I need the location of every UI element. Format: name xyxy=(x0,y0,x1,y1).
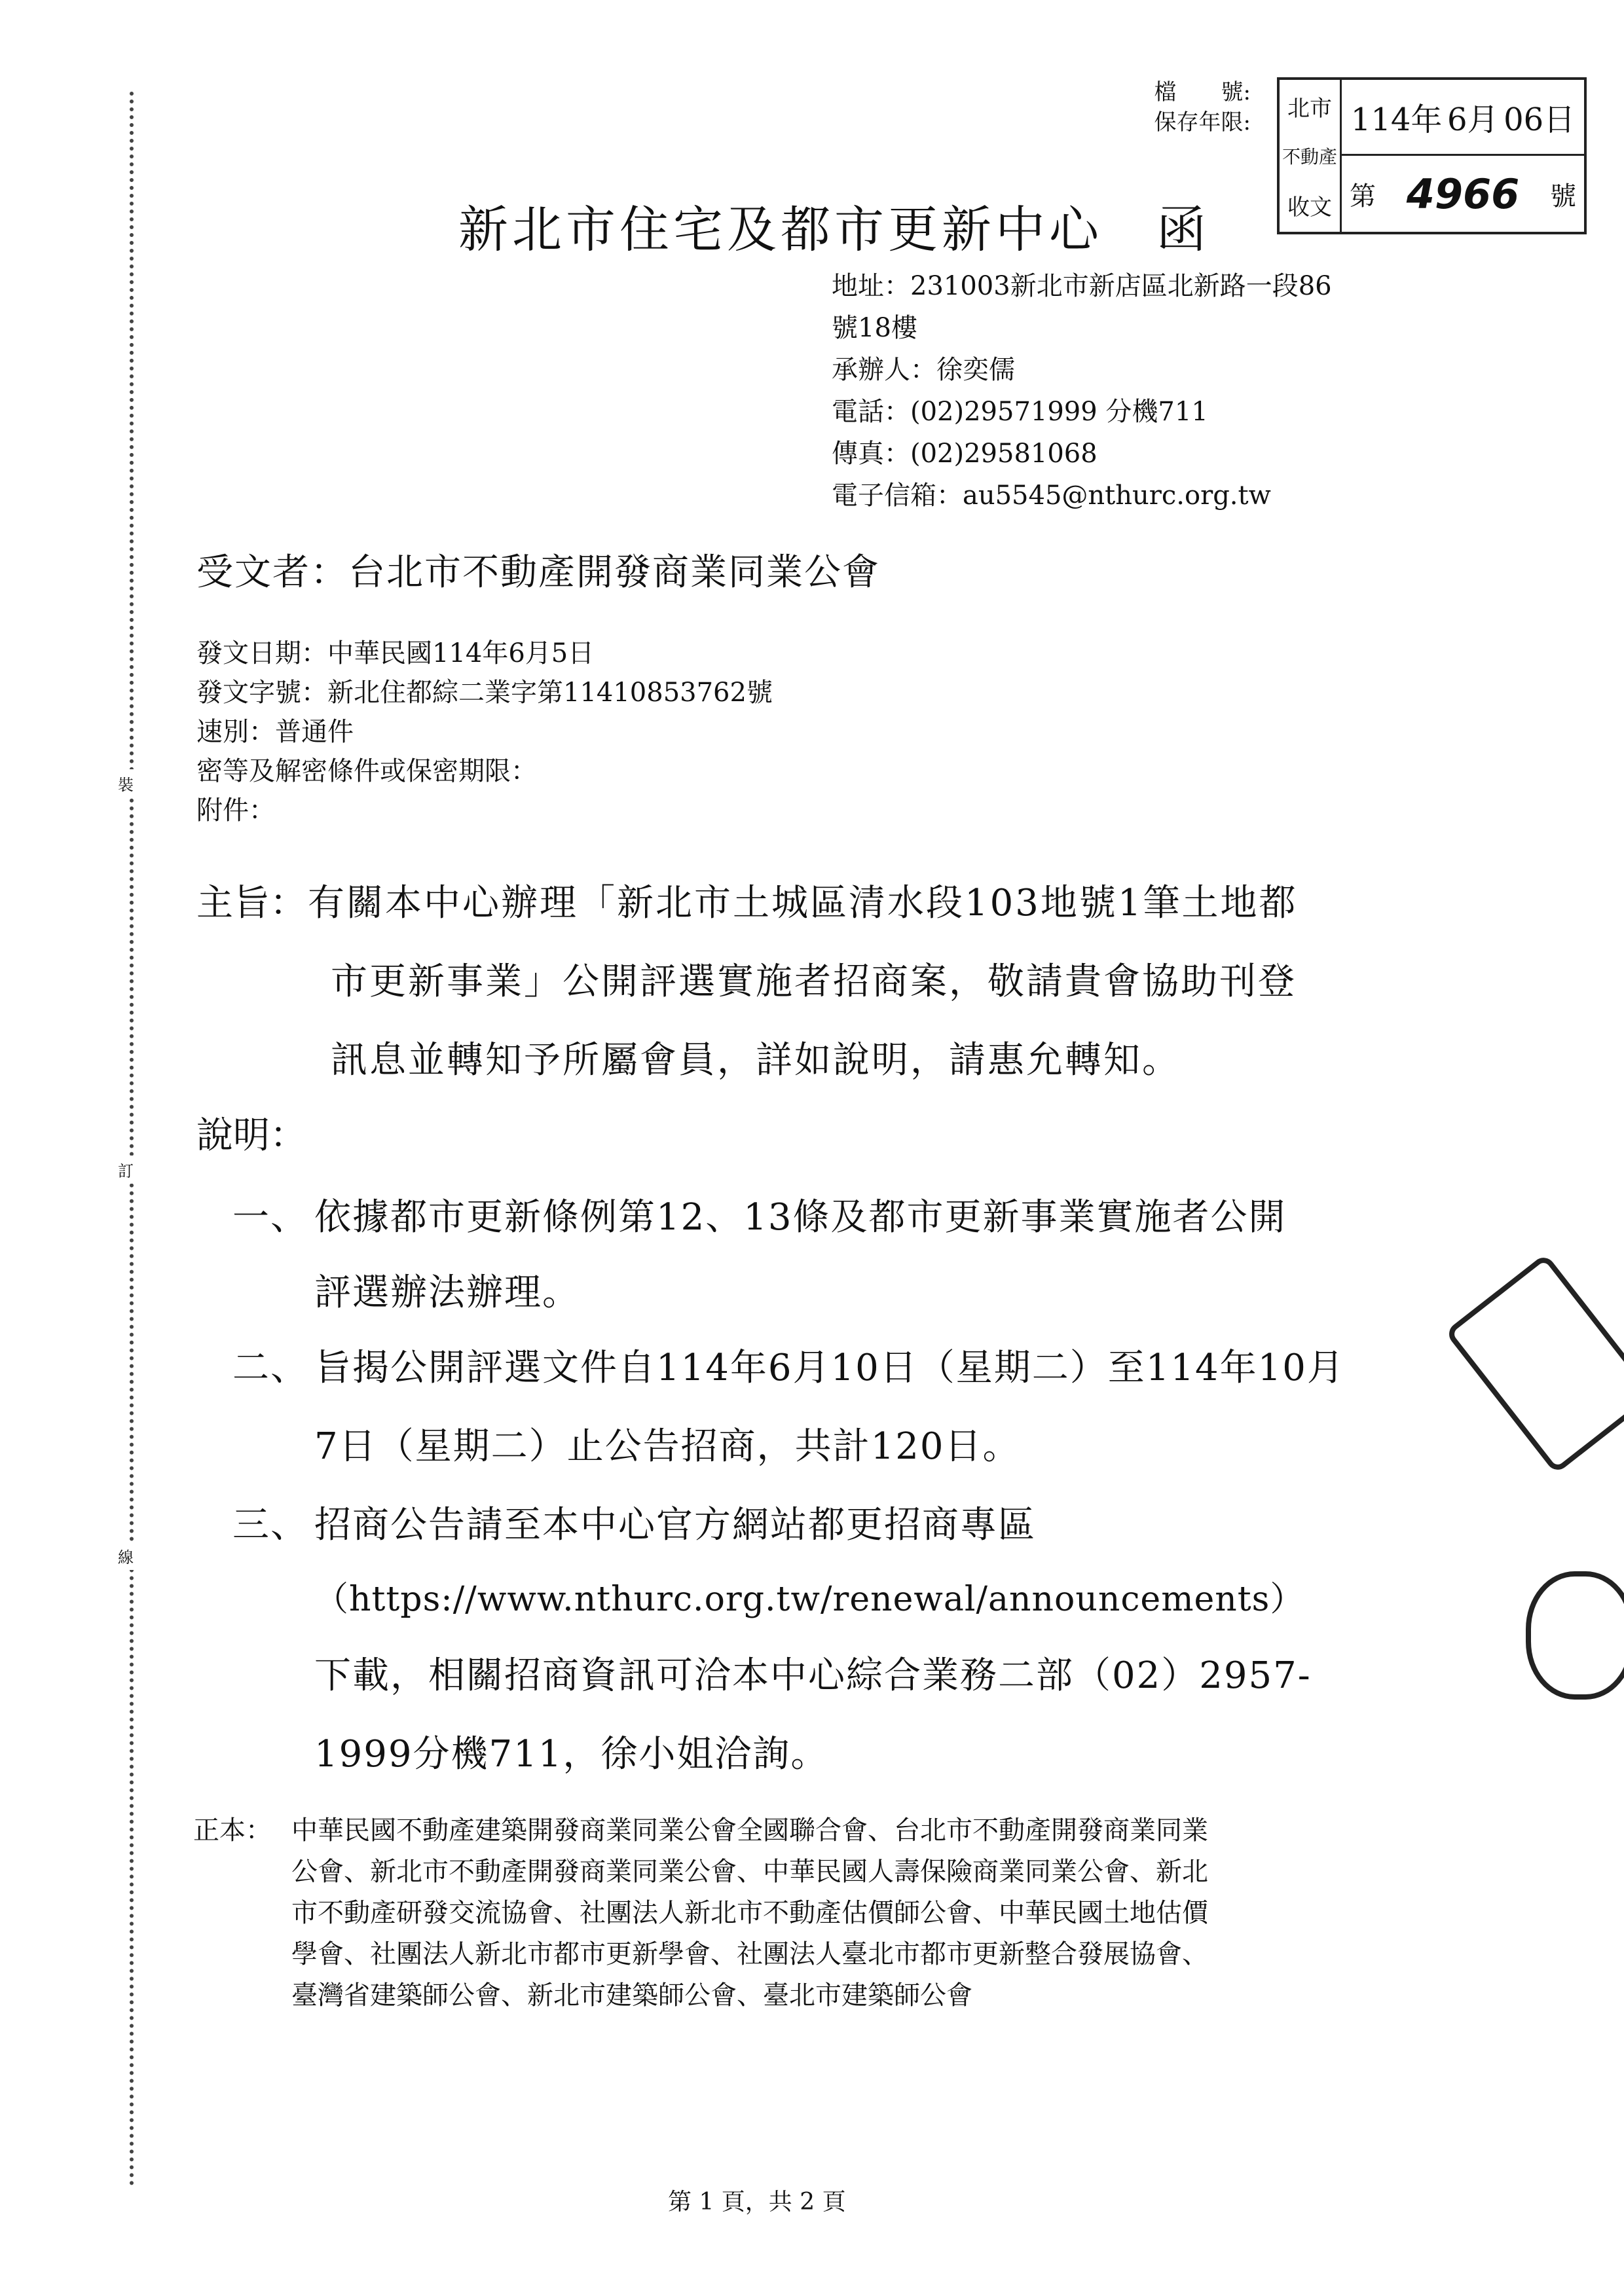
stamp-date xyxy=(1342,80,1584,156)
seal-stamp xyxy=(1526,1571,1624,1700)
subject-label: 主旨： xyxy=(196,882,306,924)
cc-list xyxy=(291,1810,1208,2016)
cc-line: 中華民國不動產建築開發商業同業公會全國聯合會、台北市不動產開發商業同業 xyxy=(291,1815,1208,1846)
stamp-org-line: 不動產 xyxy=(1282,145,1337,168)
binding-margin-line xyxy=(130,92,134,2187)
binding-mark: 裝 xyxy=(118,769,134,797)
recipient: 受文者：台北市不動產開發商業同業公會 xyxy=(196,551,880,594)
attachments: 附件： xyxy=(196,795,275,826)
stamp-date-day: 06日 xyxy=(1504,101,1576,138)
sender-fax: 傳真：(02)29581068 xyxy=(832,439,1098,469)
sender-address: 地址：231003新北市新店區北新路一段86 xyxy=(832,271,1332,301)
page-footer: 第 1 頁，共 2 頁 xyxy=(668,2189,846,2215)
item-line: 1999分機711，徐小姐洽詢。 xyxy=(314,1733,829,1776)
file-number-label: 檔 號: xyxy=(1154,79,1251,105)
stamp-number xyxy=(1342,156,1584,232)
file-meta xyxy=(1154,77,1251,137)
item-line: 招商公告請至本中心官方網站都更招商專區 xyxy=(314,1504,1036,1546)
sender-block xyxy=(832,265,1332,517)
item-line: 7日（星期二）止公告招商，共計120日。 xyxy=(314,1425,1021,1468)
seal-stamp xyxy=(1445,1253,1624,1474)
sender-address-cont: 號18樓 xyxy=(832,313,917,343)
issue-meta xyxy=(196,634,773,830)
subject-line: 市更新事業」公開評選實施者招商案，敬請貴會協助刊登 xyxy=(331,960,1297,1003)
explanation-label: 說明： xyxy=(196,1114,306,1157)
cc-line: 市不動產研發交流協會、社團法人新北市不動產估價師公會、中華民國土地估價 xyxy=(291,1898,1208,1928)
item-line: 旨揭公開評選文件自114年6月10日（星期二）至114年10月 xyxy=(314,1347,1345,1389)
stamp-number-prefix: 第 xyxy=(1350,181,1376,211)
retention-label: 保存年限: xyxy=(1154,109,1251,136)
item-number: 一、 xyxy=(232,1196,308,1239)
cc-line: 學會、社團法人新北市都市更新學會、社團法人臺北市都市更新整合發展協會、 xyxy=(291,1939,1208,1969)
receipt-stamp xyxy=(1277,77,1587,234)
cc-line: 公會、新北市不動產開發商業同業公會、中華民國人壽保險商業同業公會、新北 xyxy=(291,1857,1208,1887)
sender-email: 電子信箱：au5545@nthurc.org.tw xyxy=(832,481,1271,511)
item-line: （https://www.nthurc.org.tw/renewal/announcements） xyxy=(314,1580,1305,1619)
cc-line: 臺灣省建築師公會、新北市建築師公會、臺北市建築師公會 xyxy=(291,1980,972,2011)
stamp-date-month: 6月 xyxy=(1447,101,1499,138)
sender-phone: 電話：(02)29571999 分機711 xyxy=(832,397,1208,427)
stamp-org xyxy=(1280,80,1342,232)
stamp-org-line: 收文 xyxy=(1287,194,1332,221)
secrecy-level: 密等及解密條件或保密期限： xyxy=(196,756,537,786)
item-line: 評選辦法辦理。 xyxy=(314,1271,580,1314)
item-number: 二、 xyxy=(232,1347,308,1389)
sender-officer: 承辦人：徐奕儒 xyxy=(832,355,1015,385)
stamp-org-line: 北市 xyxy=(1287,95,1332,122)
binding-mark: 訂 xyxy=(118,1156,134,1184)
stamp-number-value: 4966 xyxy=(1406,170,1520,218)
stamp-date-year: 114年 xyxy=(1350,101,1443,138)
speed-class: 速別：普通件 xyxy=(196,717,354,747)
item-line: 下載，相關招商資訊可洽本中心綜合業務二部（02）2957- xyxy=(314,1654,1312,1697)
item-number: 三、 xyxy=(232,1504,308,1546)
document-title: 新北市住宅及都市更新中心 函 xyxy=(458,200,1210,259)
issue-date: 發文日期：中華民國114年6月5日 xyxy=(196,638,595,668)
subject-line: 有關本中心辦理「新北市土城區清水段103地號1筆土地都 xyxy=(308,882,1298,924)
doc-number: 發文字號：新北住都綜二業字第11410853762號 xyxy=(196,678,773,708)
item-line: 依據都市更新條例第12、13條及都市更新事業實施者公開 xyxy=(314,1196,1287,1239)
stamp-number-suffix: 號 xyxy=(1550,181,1576,211)
subject-line: 訊息並轉知予所屬會員，詳如說明，請惠允轉知。 xyxy=(331,1039,1181,1082)
binding-mark: 線 xyxy=(118,1542,134,1570)
cc-label: 正本： xyxy=(193,1815,272,1846)
